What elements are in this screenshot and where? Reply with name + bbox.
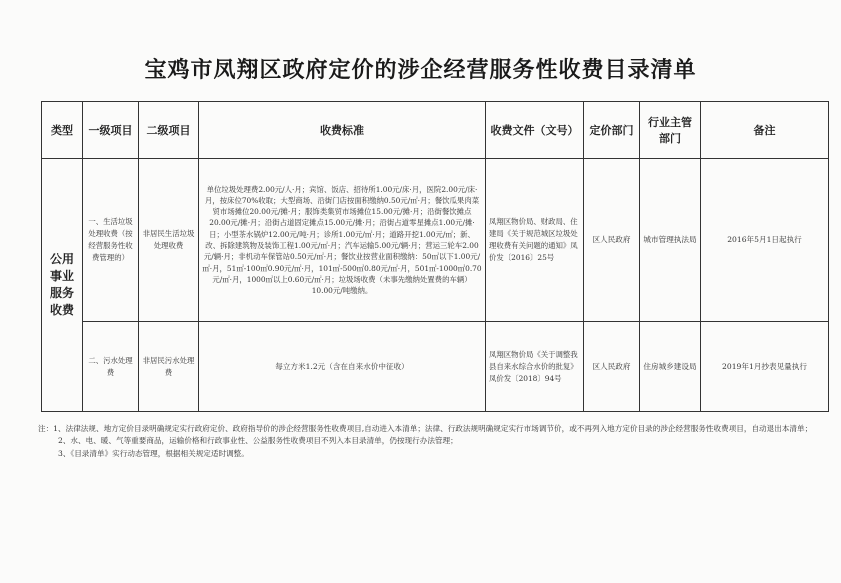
industry-dept-cell: 住房城乡建设局 xyxy=(640,322,701,412)
level2-cell: 非居民生活垃圾处理收费 xyxy=(139,159,199,322)
header-pricing-dept: 定价部门 xyxy=(584,102,640,159)
industry-dept-cell: 城市管理执法局 xyxy=(640,159,701,322)
pricing-dept-cell: 区人民政府 xyxy=(584,159,640,322)
document-cell: 凤翔区物价局《关于调整我县自来水综合水价的批复》凤价发〔2018〕94号 xyxy=(486,322,584,412)
pricing-dept-cell: 区人民政府 xyxy=(584,322,640,412)
header-level2: 二级项目 xyxy=(139,102,199,159)
remark-cell: 2019年1月抄表见量执行 xyxy=(701,322,829,412)
level1-cell: 二、污水处理费 xyxy=(83,322,139,412)
header-type: 类型 xyxy=(42,102,83,159)
table-header-row xyxy=(42,102,829,159)
note-item: 注：1、法律法规、地方定价目录明确规定实行政府定价、政府指导价的涉企经营服务性收费项目,自动进入本清单；法律、行政法规明确规定实行市场调节价，或不再列入地方定价目录的涉企经营服务性收费项目，自动退出本清单； xyxy=(38,424,813,433)
note-item: 2、水、电、暖、气等重要商品，运输价格和行政事业性、公益服务性收费项目不列入本目录清单，仍按现行办法管理； xyxy=(58,436,458,446)
header-level1: 一级项目 xyxy=(83,102,139,159)
fee-table xyxy=(41,101,829,412)
header-document: 收费文件（文号） xyxy=(486,102,584,159)
table-row xyxy=(42,159,829,322)
level1-cell: 一、生活垃圾处理收费（按经营服务性收费管理的） xyxy=(83,159,139,322)
note-item: 3、《目录清单》实行动态管理，根据相关规定适时调整。 xyxy=(58,448,249,458)
header-standard: 收费标准 xyxy=(199,102,486,159)
page-title: 宝鸡市凤翔区政府定价的涉企经营服务性收费目录清单 xyxy=(144,58,697,83)
standard-cell: 每立方米1.2元（含在自来水价中征收） xyxy=(199,322,486,412)
remark-cell: 2016年5月1日起执行 xyxy=(701,159,829,322)
header-remark: 备注 xyxy=(701,102,829,159)
table-row xyxy=(42,322,829,412)
category-cell: 公用事业服务收费 xyxy=(42,159,83,412)
level2-cell: 非居民污水处理费 xyxy=(139,322,199,412)
standard-cell: 单位垃圾处理费2.00元/人·月；宾馆、饭店、招待所1.00元/床·月，医院2.00元/床·月，按床位70%收取；大型商场、沿街门店按面积缴纳0.50元/㎡·月；餐饮瓜果肉菜贸市场摊位20.00元/摊·月；服饰类集贸市场摊位15.00元/摊·月；沿街餐饮摊点20.00元/摊·月；沿街占道固定摊点15.00元/摊·月；沿街占道零星摊点1.00元/摊·日；小型茶水锅炉12.00元/吨·月；诊所1.00元/㎡·月；道路开挖1.00元/㎡；新、改、拆除建筑物及装饰工程1.00元/㎡·月；汽车运输5.00元/辆·月；营运三轮车2.00元/辆·月；非机动车保管站0.50元/㎡·月；餐饮业按营业面积缴纳：50㎡以下1.00元/㎡·月，51㎡-100㎡0.90元/㎡·月，101㎡-500㎡0.80元/㎡·月，501㎡-1000㎡0.70元/㎡·月，1000㎡以上0.60元/㎡·月；垃圾场收费（未事先缴纳处置费的车辆）10.00元/吨缴纳。 xyxy=(199,159,486,322)
header-industry-dept: 行业主管部门 xyxy=(640,102,701,159)
document-cell: 凤翔区物价局、财政局、住建局《关于规范城区垃圾处理收费有关问题的通知》凤价发〔2016〕25号 xyxy=(486,159,584,322)
notes-section xyxy=(38,423,828,460)
